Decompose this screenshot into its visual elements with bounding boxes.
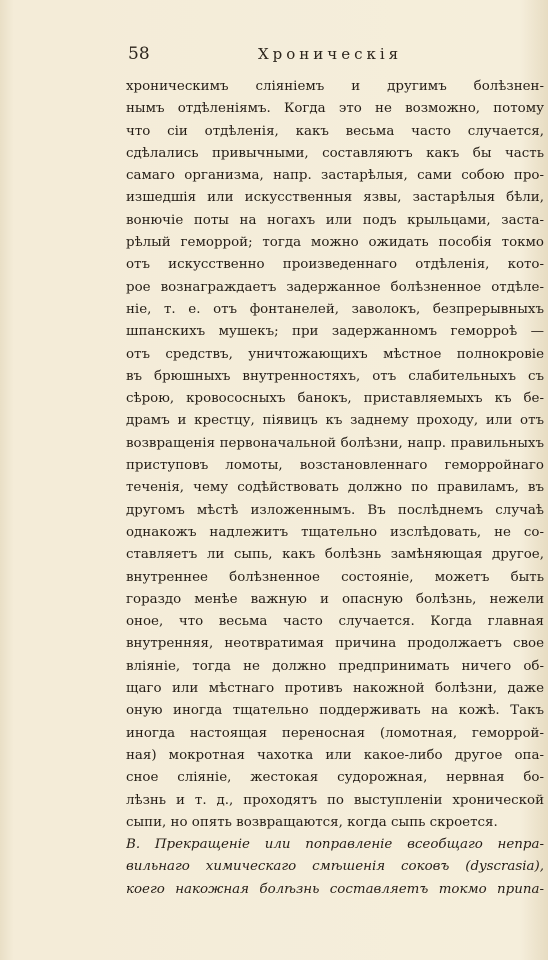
- text-line: оное, что весьма часто случается. Когда главная: [126, 614, 544, 630]
- body-text: [126, 76, 544, 901]
- text-line: отъ средствъ, уничтожающихъ мѣстное полнокровіе: [126, 346, 544, 362]
- text-line: возвращенія первоначальной болѣзни, напр. правильныхъ: [126, 435, 544, 451]
- page-header: [128, 44, 420, 68]
- section-heading-line: B. Прекращеніе или поправленіе всеобщаго непра-: [126, 837, 544, 853]
- text-line: внутреннее болѣзненное состояніе, можетъ быть: [126, 569, 544, 585]
- text-line: шпанскихъ мушекъ; при задержанномъ геморроѣ —: [126, 324, 544, 340]
- text-line: рѣлый геморрой; тогда можно ожидать пособія токмо: [126, 235, 544, 251]
- text-line: сдѣлались привычными, составляютъ какъ бы часть: [126, 145, 544, 161]
- text-line: хроническимъ сліяніемъ и другимъ болѣзнен-: [126, 79, 544, 94]
- text-line: сыпи, но опять возвращаются, когда сыпь скроется.: [126, 814, 498, 830]
- text-line: щаго или мѣстнаго противъ накожной болѣзни, даже: [126, 681, 544, 697]
- text-line: самаго организма, напр. застарѣлыя, сами собою про-: [126, 168, 544, 184]
- text-line: вонючіе поты на ногахъ или подъ крыльцами, заста-: [126, 212, 544, 228]
- text-line: въ брюшныхъ внутренностяхъ, отъ слабительныхъ съ: [126, 368, 544, 384]
- page-number: 58: [128, 44, 150, 64]
- text-line: сное сліяніе, жестокая судорожная, нервная бо-: [126, 770, 544, 786]
- text-line: другомъ мѣстѣ изложеннымъ. Въ послѣднемъ случаѣ: [126, 502, 544, 518]
- text-line: отъ искусственно произведеннаго отдѣленія, кото-: [126, 257, 544, 273]
- text-line: сѣрою, кровососныхъ банокъ, приставляемыхъ къ бе-: [126, 391, 544, 407]
- text-line: однакожъ надлежитъ тщательно изслѣдовать, не со-: [126, 524, 544, 540]
- text-line: внутренняя, неотвратимая причина продолжаетъ свое: [126, 636, 544, 652]
- text-line: лѣзнь и т. д., проходятъ по выступленіи хронической: [126, 792, 544, 808]
- text-line: рое вознаграждаетъ задержанное болѣзненное отдѣле-: [126, 279, 544, 295]
- text-line: ная) мокротная чахотка или какое-либо другое опа-: [126, 747, 544, 763]
- text-line: что сіи отдѣленія, какъ весьма часто случается,: [126, 123, 544, 139]
- text-line: оную иногда тщательно поддерживать на кожѣ. Такъ: [126, 703, 544, 719]
- section-heading-line: коего накожная болѣзнь составляетъ токмо припа-: [126, 881, 544, 897]
- text-line: ставляетъ ли сыпь, какъ болѣзнь замѣняющая другое,: [126, 547, 544, 563]
- running-head: Хроническія: [258, 45, 403, 63]
- text-line: иногда настоящая переносная (ломотная, геморрой-: [126, 725, 544, 741]
- text-line: изшедшія или искусственныя язвы, застарѣлыя бѣли,: [126, 190, 544, 206]
- text-line: ніе, т. е. отъ фонтанелей, заволокъ, безпрерывныхъ: [126, 301, 544, 317]
- text-line: приступовъ ломоты, возстановленнаго геморройнаго: [126, 458, 544, 474]
- text-line: вліяніе, тогда не должно предпринимать ничего об-: [126, 658, 544, 674]
- section-heading-line: вильнаго химическаго смѣшенія соковъ (dyscrasia),: [126, 859, 544, 875]
- text-line: теченія, чему содѣйствовать должно по правиламъ, въ: [126, 480, 544, 496]
- text-line: нымъ отдѣленіямъ. Когда это не возможно, потому: [126, 101, 544, 117]
- text-line: драмъ и крестцу, піявицъ къ заднему проходу, или отъ: [126, 413, 544, 429]
- text-line: гораздо менѣе важную и опасную болѣзнь, нежели: [126, 591, 544, 607]
